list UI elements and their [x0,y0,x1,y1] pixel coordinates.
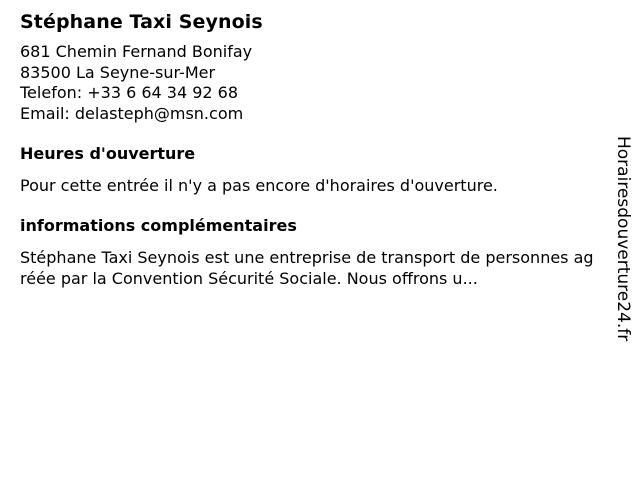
site-brand-label: Horairesdouverture24.fr [613,136,633,342]
opening-hours-text: Pour cette entrée il n'y a pas encore d'horaires d'ouverture. [20,176,498,195]
street-address: 681 Chemin Fernand Bonifay [20,42,253,61]
additional-info-heading: informations complémentaires [20,216,297,235]
city-address: 83500 La Seyne-sur-Mer [20,62,216,82]
business-card [20,10,595,289]
address-block [20,42,595,124]
opening-hours-heading: Heures d'ouverture [20,144,196,163]
additional-info-text: Stéphane Taxi Seynois est une entreprise de transport de personnes agréée par la Convention Sécurité Sociale. Nous offrons u... [20,248,594,288]
business-name: Stéphane Taxi Seynois [20,11,263,33]
phone-number: Telefon: +33 6 64 34 92 68 [20,83,239,102]
email-address: Email: delasteph@msn.com [20,103,244,123]
